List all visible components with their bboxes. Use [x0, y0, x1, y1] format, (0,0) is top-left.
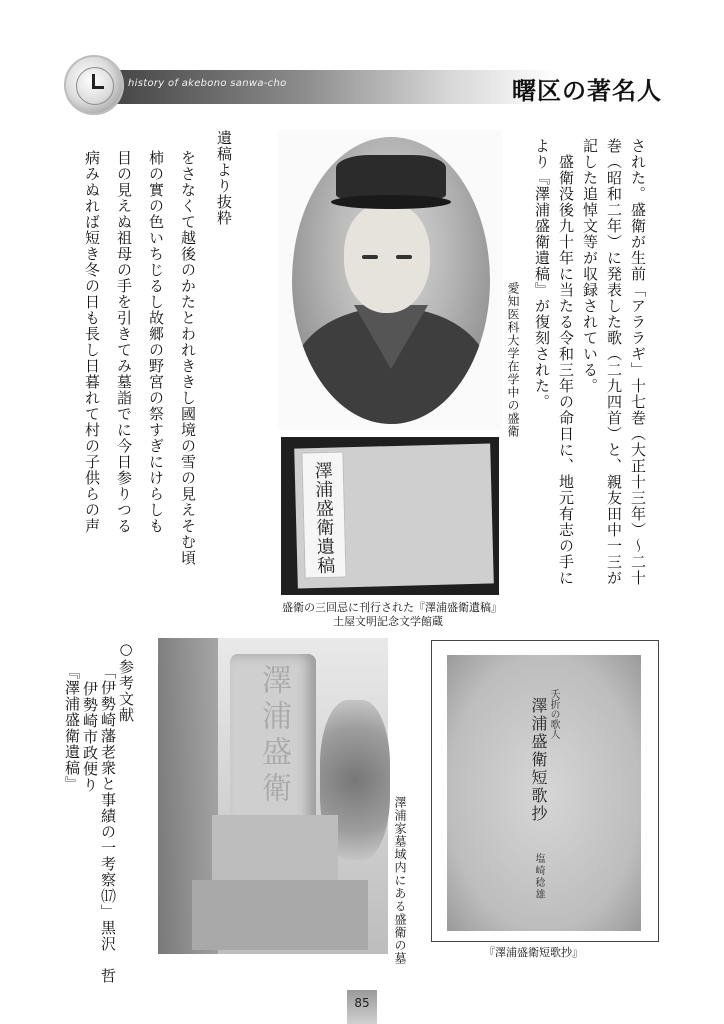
- cap-visor: [331, 195, 451, 209]
- grave-caption: 澤浦家墓域内にある盛衛の墓: [393, 796, 407, 965]
- cover-title: 澤浦盛衛短歌抄: [529, 697, 548, 823]
- page-title: 曙区の著名人: [512, 77, 662, 105]
- header-subtitle: history of akebono sanwa-cho: [128, 78, 287, 89]
- cover-photo: [447, 655, 641, 931]
- book-caption-line2: 土屋文明記念文学館蔵: [333, 615, 443, 628]
- body-column-2: 巻（昭和二年）に発表した歌（二九四首）と、親友田中一三が: [605, 138, 623, 586]
- book-caption-line1: 盛衛の三回忌に刊行された『澤浦盛衛遺稿』: [282, 601, 502, 614]
- page-number: 85: [354, 996, 370, 1010]
- portrait-caption: 愛知医科大学在学中の盛衛: [506, 282, 520, 438]
- eye-right: [396, 255, 412, 259]
- references-heading: ○参考文献: [117, 640, 135, 723]
- poem-line-4: 病みぬれば短き冬の日も長し日暮れて村の子供らの声: [83, 150, 101, 534]
- reference-3: 『澤浦盛衛遺稿』: [63, 664, 81, 792]
- student-cap: [336, 155, 446, 199]
- body-column-1: された。盛衛が生前「アララギ」十七巻（大正十三年）〜二十: [629, 138, 647, 586]
- cover-author: 塩崎稔雄: [533, 853, 544, 901]
- portrait-oval: [292, 137, 490, 424]
- eye-left: [362, 255, 378, 259]
- book-label: [301, 451, 346, 578]
- cover-small-text: 夭折の歌人: [548, 689, 559, 739]
- body-column-3: 記した追悼文等が収録されている。: [581, 138, 599, 394]
- body-column-4: 盛衛没後九十年に当たる令和三年の命日に、地元有志の手に: [557, 138, 575, 586]
- gravestone-inscription: 澤浦盛衛: [256, 664, 291, 808]
- clock-minute-hand: [92, 86, 104, 89]
- poems-heading: 遺稿より抜粋: [215, 130, 233, 226]
- poem-line-3: 目の見えぬ祖母の手を引きてみ墓詣でに今日参りつる: [115, 150, 133, 534]
- reference-2: 伊勢崎市政便り: [81, 681, 99, 793]
- body-column-5: より『澤浦盛衛遺稿』が復刻された。: [533, 138, 551, 410]
- cover-caption: 『澤浦盛衛短歌抄』: [484, 946, 583, 959]
- poem-line-2: 柿の實の色いちじるし故郷の野宮の祭すぎにけらしも: [147, 150, 165, 534]
- reference-1: 「伊勢崎藩老衆と事績の一考察⒄」黒沢 哲: [99, 664, 117, 984]
- book-label-text: 澤浦盛衛遺稿: [311, 460, 336, 576]
- grave-base-lower: [192, 880, 368, 950]
- face: [344, 203, 430, 313]
- poem-line-1: をさなくて越後のかたとわれききし國境の雪の見えそむ頃: [179, 150, 197, 566]
